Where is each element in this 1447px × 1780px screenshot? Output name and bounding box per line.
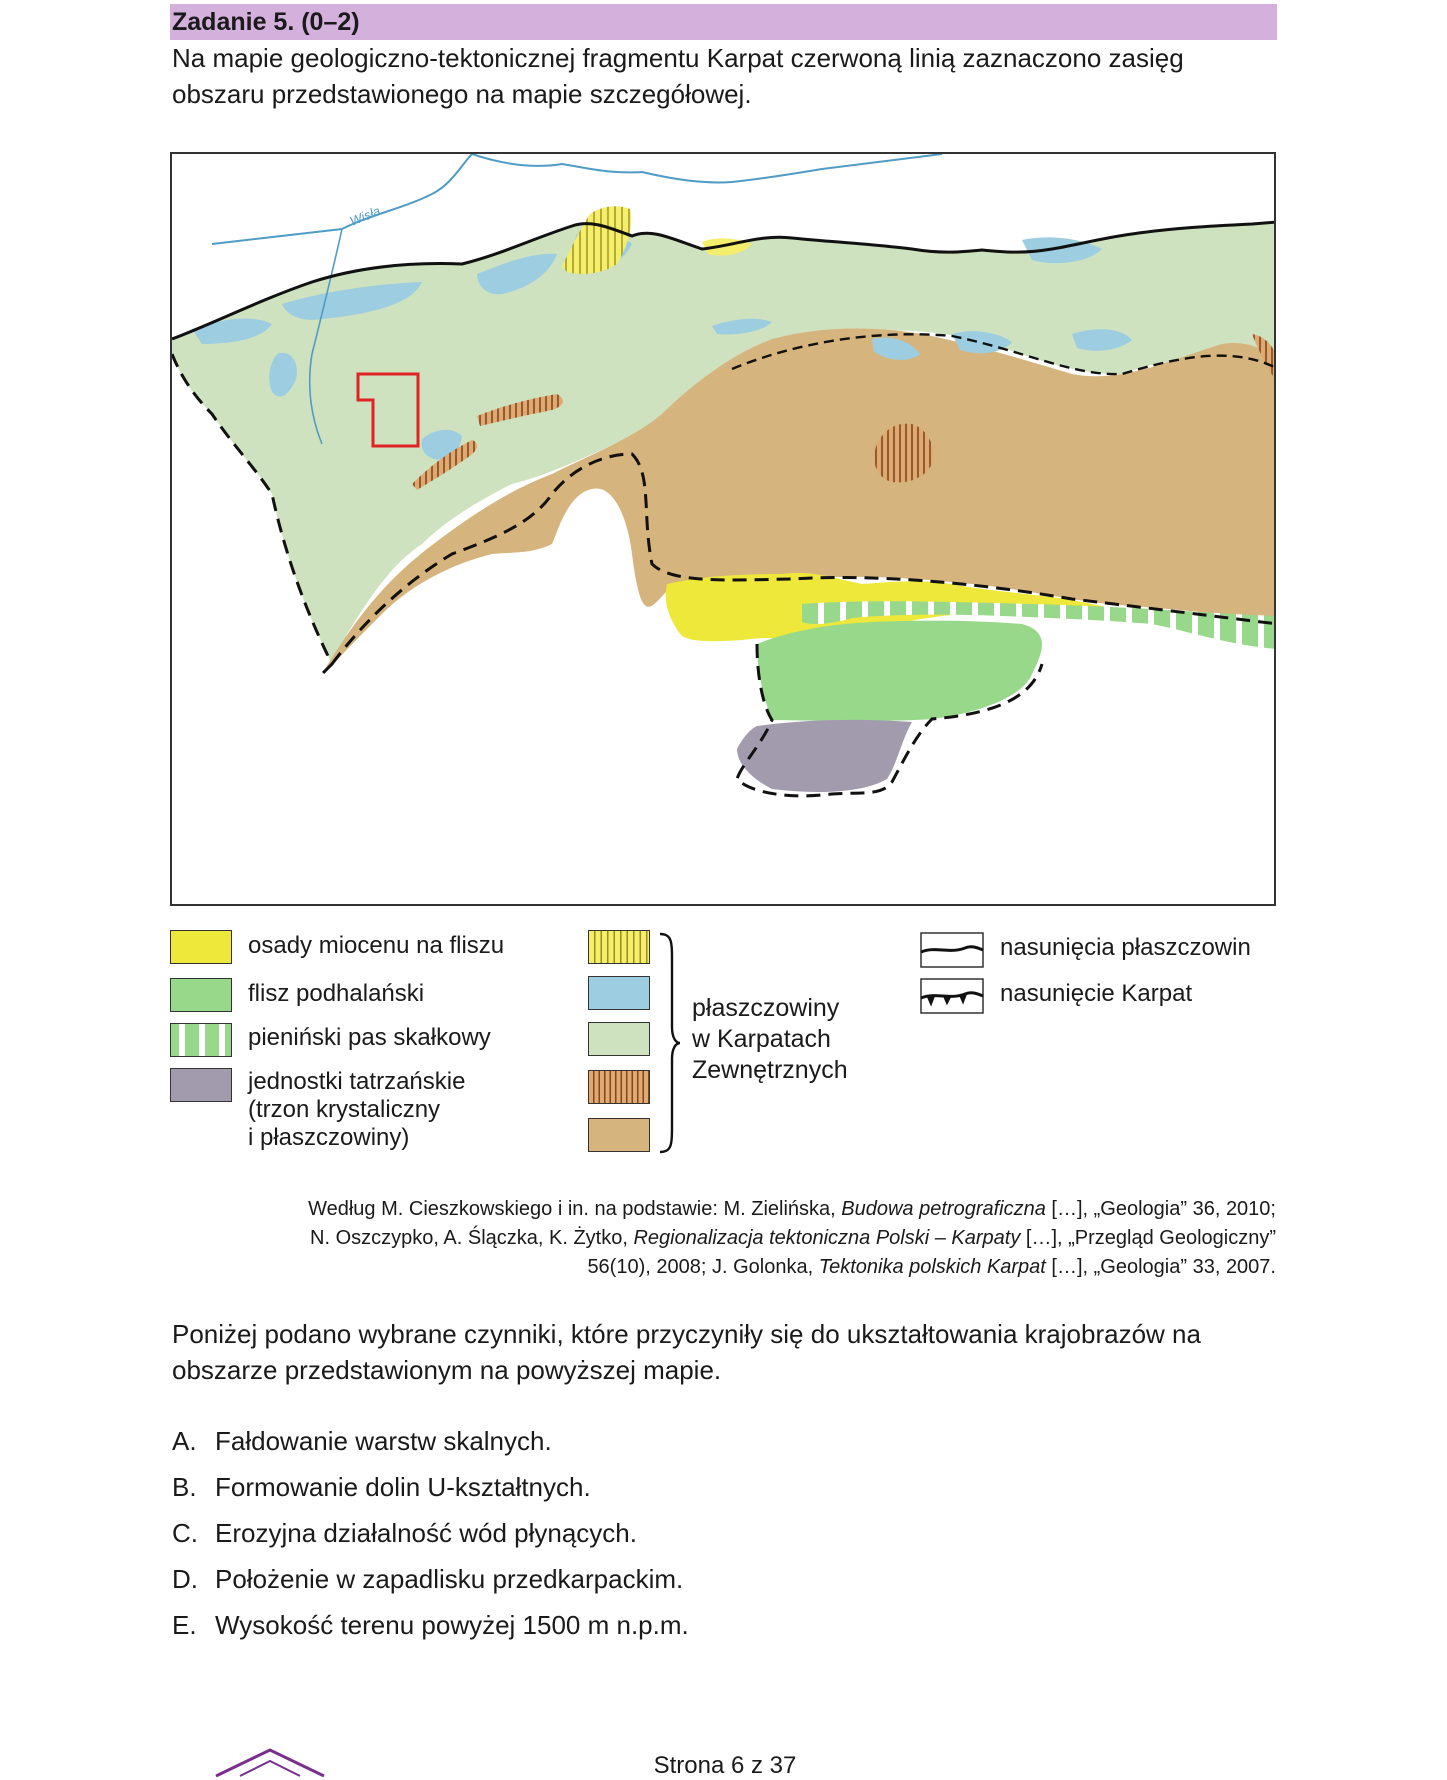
legend-label-pieniny: pieniński pas skałkowy: [248, 1024, 491, 1051]
legend-brace-label-2: w Karpatach: [692, 1025, 831, 1053]
option-a[interactable]: A. Fałdowanie warstw skalnych.: [172, 1426, 552, 1456]
legend-label-carpathian-thrust: nasunięcie Karpat: [1000, 980, 1193, 1007]
legend-swatch-brown-striped: [588, 1070, 650, 1104]
legend-symbol-nappe-thrust: [920, 932, 984, 968]
option-d[interactable]: D. Położenie w zapadlisku przedkarpackim.: [172, 1564, 684, 1594]
answer-options: [172, 1418, 1272, 1648]
option-c[interactable]: C. Erozyjna działalność wód płynących.: [172, 1518, 637, 1548]
legend-swatch-blue: [588, 976, 650, 1010]
task-header-bar: [170, 4, 1277, 40]
legend-swatch-podhale: [170, 978, 232, 1012]
task-intro: Na mapie geologiczno-tektonicznej fragmentu Karpat czerwoną linią zaznaczono zasięg obszaru przedstawionego na mapie szczegółowej.: [172, 43, 1184, 109]
legend-brace-label-1: płaszczowiny: [692, 994, 840, 1022]
river-label: Wisła: [347, 203, 383, 229]
page-number: Strona 6 z 37: [653, 1752, 797, 1779]
legend-swatch-tatra: [170, 1068, 232, 1102]
legend-swatch-yellow-striped: [588, 930, 650, 964]
geologic-map-svg: [172, 154, 1276, 906]
source-line-1: Według M. Cieszkowskiego i in. na podstawie: M. Zielińska, Budowa petrograficzna […], „Geologia” 36, 2010;: [308, 1198, 1276, 1220]
tatra-units-region: [737, 720, 912, 792]
task-title: Zadanie 5. (0–2): [172, 8, 360, 36]
legend-label-tatra-1: jednostki tatrzańskie: [248, 1068, 466, 1095]
question-text: Poniżej podano wybrane czynniki, które przyczyniły się do ukształtowania krajobrazów na obszarze przedstawionym na powyższej mapie.: [172, 1319, 1201, 1385]
option-b[interactable]: B. Formowanie dolin U-kształtnych.: [172, 1472, 591, 1502]
legend-swatch-tan: [588, 1118, 650, 1152]
map-source: [170, 1195, 1276, 1282]
legend-label-tatra-3: i płaszczowiny): [248, 1124, 410, 1151]
geologic-map: [170, 152, 1276, 906]
legend-swatch-pieniny: [170, 1023, 232, 1057]
legend-label-podhale: flisz podhalański: [248, 980, 425, 1007]
option-e[interactable]: E. Wysokość terenu powyżej 1500 m n.p.m.: [172, 1610, 689, 1640]
source-line-2: N. Oszczypko, A. Ślączka, K. Żytko, Regionalizacja tektoniczna Polski – Karpaty […], „Przegląd Geologiczny”: [310, 1227, 1276, 1249]
source-line-3: 56(10), 2008; J. Golonka, Tektonika polskich Karpat […], „Geologia” 33, 2007.: [587, 1256, 1276, 1278]
legend-swatch-miocene: [170, 930, 232, 964]
legend-label-miocene: osady miocenu na fliszu: [248, 932, 505, 959]
cke-logo: [212, 1746, 328, 1780]
legend-brace-label-3: Zewnętrznych: [692, 1056, 848, 1084]
legend-label-nappe-thrust: nasunięcia płaszczowin: [1000, 934, 1251, 961]
legend-symbol-carpathian-thrust: [920, 978, 984, 1014]
legend-label-tatra-2: (trzon krystaliczny: [248, 1096, 441, 1123]
legend-swatch-light-green: [588, 1022, 650, 1056]
legend-brace: [658, 932, 682, 1154]
map-legend: [170, 930, 1280, 1170]
